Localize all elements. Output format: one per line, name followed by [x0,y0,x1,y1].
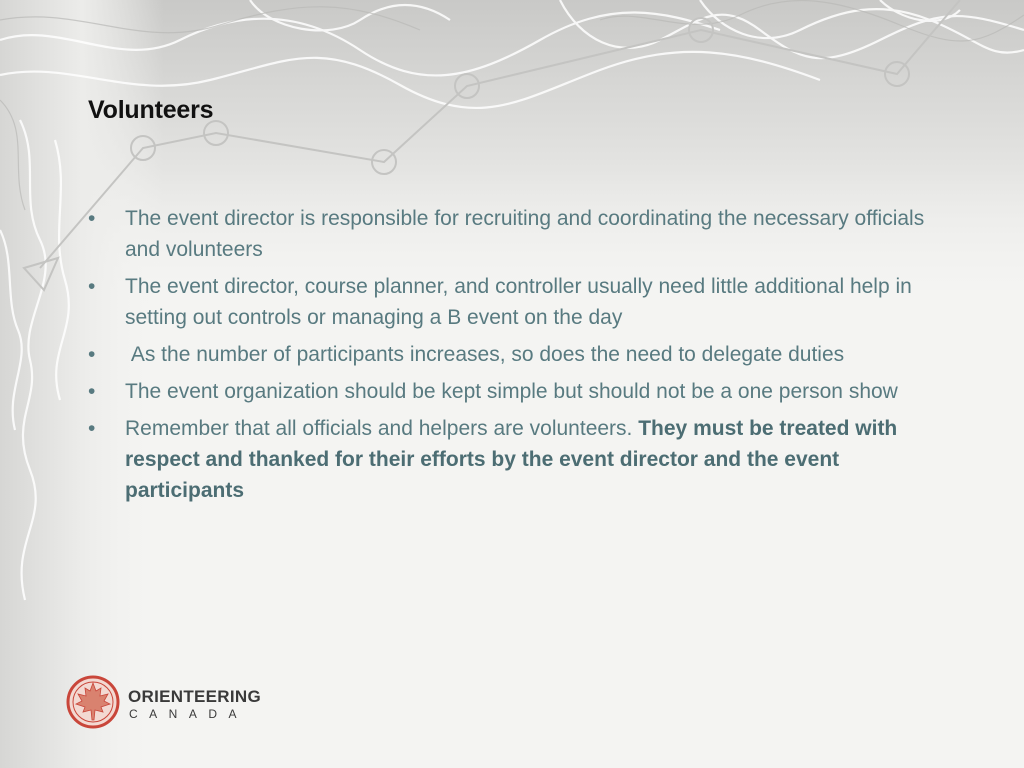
bullet-text: The event director, course planner, and controller usually need little additional help in setting out controls or managing a B event on the day [125,275,912,329]
bullet-item [88,413,948,506]
bullet-marker: • [88,380,96,403]
logo-country: CANADA [129,707,249,721]
bullet-item [88,271,948,333]
slide-title: Volunteers [88,96,214,124]
maple-leaf-compass-icon [66,674,122,730]
bullet-text: The event director is responsible for recruiting and coordinating the necessary officials and volunteers [125,207,925,261]
bullet-text: As the number of participants increases, so does the need to delegate duties [125,343,845,366]
bullet-marker: • [88,275,96,298]
bullet-item [88,376,948,407]
bullet-text: The event organization should be kept simple but should not be a one person show [125,380,898,403]
bullet-marker: • [88,417,96,440]
bullet-item [88,339,948,370]
bullet-marker: • [88,207,96,230]
bullet-text: Remember that all officials and helpers are volunteers. [125,417,639,440]
bullet-emphasis: They must be treated with respect and thanked for their efforts by the event director and the event participants [125,417,898,502]
bullet-marker: • [88,343,96,366]
bullet-item [88,203,948,265]
logo-name: ORIENTEERING [128,687,262,706]
orienteering-canada-logo [66,674,266,730]
bullet-list [88,203,948,512]
